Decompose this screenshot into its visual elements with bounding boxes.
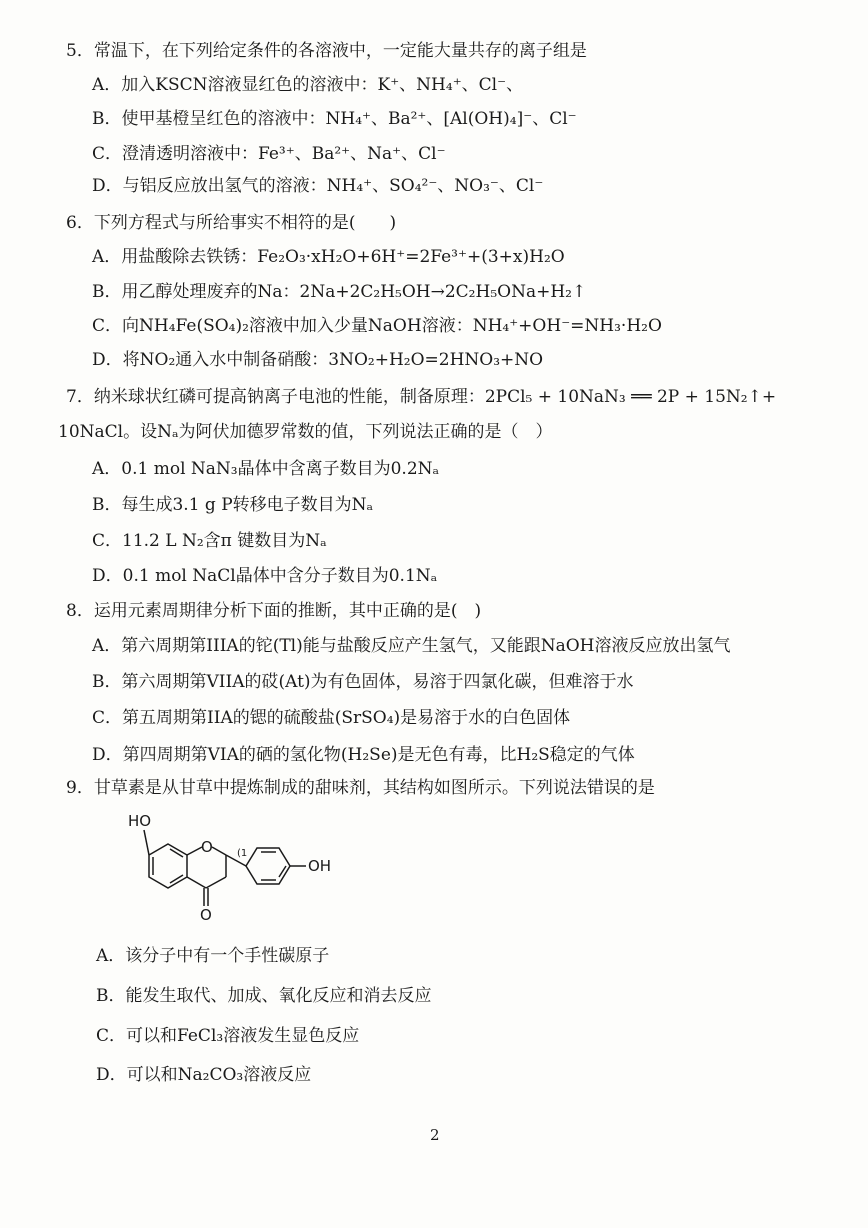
question-6-stem: 6．下列方程式与所给事实不相符的是( ) bbox=[66, 213, 397, 233]
question-7-option-b: B．每生成3.1 g P转移电子数目为Nₐ bbox=[92, 495, 374, 515]
question-8-option-b: B．第六周期第VIIA的砹(At)为有色固体，易溶于四氯化碳，但难溶于水 bbox=[92, 672, 634, 692]
question-5-stem: 5．常温下，在下列给定条件的各溶液中，一定能大量共存的离子组是 bbox=[66, 41, 587, 61]
question-5-option-d: D．与铝反应放出氢气的溶液：NH₄⁺、SO₄²⁻、NO₃⁻、Cl⁻ bbox=[92, 176, 544, 196]
question-6-option-a: A．用盐酸除去铁锈：Fe₂O₃·xH₂O+6H⁺=2Fe³⁺+(3+x)H₂O bbox=[92, 247, 565, 267]
question-5-option-a: A．加入KSCN溶液显红色的溶液中：K⁺、NH₄⁺、Cl⁻、 bbox=[92, 75, 524, 95]
question-8-option-c: C．第五周期第IIA的锶的硫酸盐(SrSO₄)是易溶于水的白色固体 bbox=[92, 708, 571, 728]
question-7-option-c: C．11.2 L N₂含π 键数目为Nₐ bbox=[92, 531, 327, 551]
liquiritigenin-structure bbox=[120, 806, 350, 926]
structure-bonds bbox=[144, 830, 306, 906]
question-9-stem: 9．甘草素是从甘草中提炼制成的甜味剂，其结构如图所示。下列说法错误的是 bbox=[66, 778, 655, 798]
benzene-ring-b bbox=[246, 848, 290, 884]
question-7-option-a: A．0.1 mol NaN₃晶体中含离子数目为0.2Nₐ bbox=[92, 459, 440, 479]
question-9-option-b: B．能发生取代、加成、氧化反应和消去反应 bbox=[96, 986, 432, 1006]
question-6-option-c: C．向NH₄Fe(SO₄)₂溶液中加入少量NaOH溶液：NH₄⁺+OH⁻=NH₃·H₂O bbox=[92, 316, 662, 336]
question-6-option-d: D．将NO₂通入水中制备硝酸：3NO₂+H₂O=2HNO₃+NO bbox=[92, 350, 544, 370]
question-8-option-d: D．第四周期第VIA的硒的氢化物(H₂Se)是无色有毒，比H₂S稳定的气体 bbox=[92, 745, 635, 765]
question-9-option-d: D．可以和Na₂CO₃溶液反应 bbox=[96, 1065, 312, 1085]
question-5-option-b: B．使甲基橙呈红色的溶液中：NH₄⁺、Ba²⁺、[Al(OH)₄]⁻、Cl⁻ bbox=[92, 109, 577, 129]
question-7-stem: 7．纳米球状红磷可提高钠离子电池的性能，制备原理：2PCl₅ + 10NaN₃ ══ 2P + 15N₂↑+ bbox=[66, 387, 777, 407]
page-number: 2 bbox=[430, 1126, 440, 1144]
benzene-ring-a bbox=[149, 844, 187, 888]
stereo-mark-label: (1 bbox=[237, 848, 248, 859]
question-8-stem: 8．运用元素周期律分析下面的推断，其中正确的是( ) bbox=[66, 601, 482, 621]
question-9-option-c: C．可以和FeCl₃溶液发生显色反应 bbox=[96, 1026, 360, 1046]
carbonyl-oxygen-label: O bbox=[200, 906, 212, 924]
ring-oxygen-label: O bbox=[201, 838, 213, 856]
question-9-option-a: A．该分子中有一个手性碳原子 bbox=[96, 946, 330, 966]
question-8-option-a: A．第六周期第IIIA的铊(Tl)能与盐酸反应产生氢气，又能跟NaOH溶液反应放出氢气 bbox=[92, 636, 731, 656]
question-7-option-d: D．0.1 mol NaCl晶体中含分子数目为0.1Nₐ bbox=[92, 566, 438, 586]
question-6-option-b: B．用乙醇处理废弃的Na：2Na+2C₂H₅OH→2C₂H₅ONa+H₂↑ bbox=[92, 282, 587, 302]
question-5-option-c: C．澄清透明溶液中：Fe³⁺、Ba²⁺、Na⁺、Cl⁻ bbox=[92, 144, 446, 164]
question-7-stem-continued: 10NaCl。设Nₐ为阿伏加德罗常数的值，下列说法正确的是（ ） bbox=[58, 422, 553, 442]
hydroxyl-right-label: OH bbox=[308, 857, 332, 875]
hydroxyl-left-label: HO bbox=[128, 812, 152, 830]
